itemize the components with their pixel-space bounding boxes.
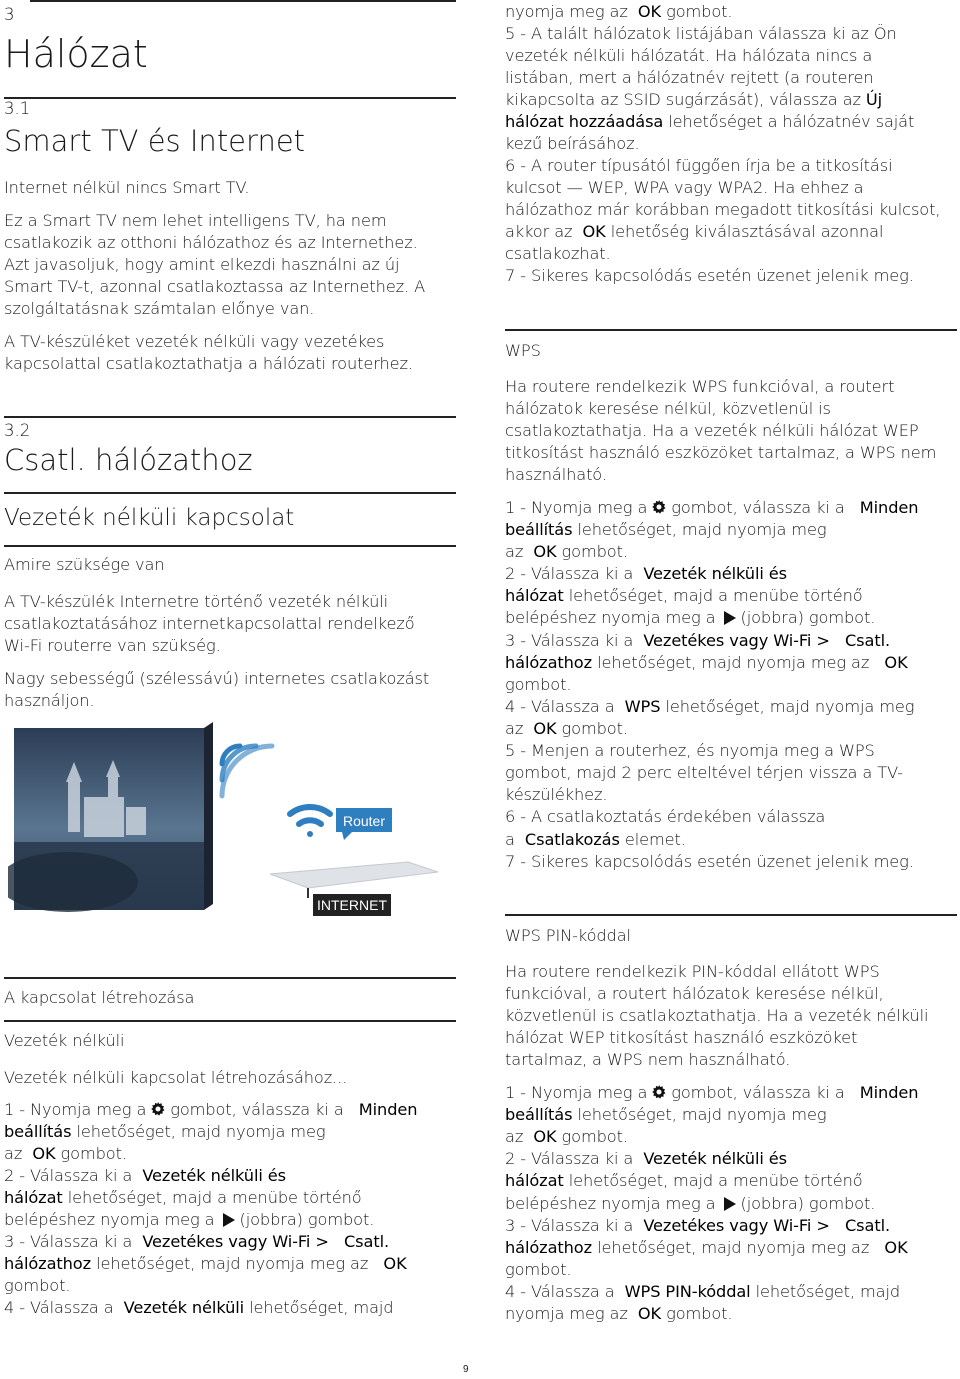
step-line: beállítás lehetőséget, majd nyomja meg: [505, 520, 827, 539]
paragraph-line: használható.: [505, 465, 607, 484]
step-line: a Csatlakozás elemet.: [505, 830, 686, 849]
section-title: Smart TV és Internet: [4, 124, 306, 158]
heading: WPS PIN-kóddal: [505, 926, 631, 945]
paragraph-line: titkosítást használó eszközöket tartalmaz, a WPS nem: [505, 443, 937, 462]
paragraph-line: A TV-készülék Internetre történő vezeték nélküli: [4, 592, 389, 611]
step-line: 1 - Nyomja meg a gombot, válassza ki a Minden: [505, 498, 919, 517]
section-rule: [4, 97, 456, 99]
section-number: 3.2: [4, 421, 31, 440]
chapter-title: Hálózat: [4, 32, 148, 76]
step-line: 4 - Válassza a WPS lehetőséget, majd nyomja meg: [505, 697, 915, 716]
step-line: 2 - Válassza ki a Vezeték nélküli és: [505, 1149, 787, 1168]
router-label: Router: [342, 813, 386, 829]
step-line: az OK gombot.: [505, 542, 628, 561]
paragraph-line: Ez a Smart TV nem lehet intelligens TV, ha nem: [4, 211, 387, 230]
step-line: az OK gombot.: [505, 1127, 628, 1146]
step-line: belépéshez nyomja meg a (jobbra) gombot.: [505, 1194, 876, 1213]
step-line: gombot.: [505, 1260, 572, 1279]
step-line: hálózat lehetőséget, majd a menübe történő: [505, 586, 863, 605]
subsection-title: Vezeték nélküli kapcsolat: [4, 505, 295, 531]
step-line: 6 - A csatlakoztatás érdekében válassza: [505, 807, 826, 826]
internet-label: INTERNET: [317, 897, 387, 913]
settings-gear-icon: [651, 499, 667, 515]
step-line: 7 - Sikeres kapcsolódás esetén üzenet jelenik meg.: [505, 266, 914, 285]
step-line: 3 - Válassza ki a Vezetékes vagy Wi-Fi > Csatl.: [505, 631, 891, 650]
step-line: készülékhez.: [505, 785, 608, 804]
router-device: [270, 862, 438, 888]
paragraph-line: Ha routere rendelkezik WPS funkcióval, a routert: [505, 377, 895, 396]
paragraph-line: csatlakoztatásához internetkapcsolattal rendelkező: [4, 614, 415, 633]
step-line: akkor az OK lehetőség kiválasztásával azonnal: [505, 222, 884, 241]
step-line: 2 - Válassza ki a Vezeték nélküli és: [505, 564, 787, 583]
paragraph: Internet nélkül nincs Smart TV.: [4, 178, 250, 197]
section-number: 3.1: [4, 99, 31, 118]
paragraph-line: használjon.: [4, 691, 95, 710]
section-title: Csatl. hálózathoz: [4, 443, 253, 477]
heading-rule: [4, 545, 456, 547]
step-line: az OK gombot.: [505, 719, 628, 738]
step-line: 4 - Válassza a Vezeték nélküli lehetőséget, majd: [4, 1298, 394, 1317]
paragraph-line: közvetlenül is csatlakoztathatja. Ha a vezeték nélküli: [505, 1006, 929, 1025]
step-line: belépéshez nyomja meg a (jobbra) gombot.: [4, 1210, 375, 1229]
paragraph-line: Azt javasoljuk, hogy amint elkezdi használni az új: [4, 255, 400, 274]
paragraph-line: Nagy sebességű (szélessávú) internetes csatlakozást: [4, 669, 430, 688]
paragraph-line: funkcióval, a routert hálózatok keresése nélkül,: [505, 984, 884, 1003]
step-line: kikapcsolta az SSID sugárzását), válassza az Új: [505, 90, 883, 109]
step-line: hálózathoz lehetőséget, majd nyomja meg az OK: [505, 1238, 908, 1257]
paragraph-line: hálózat WEP titkosítást használó eszközöket: [505, 1028, 858, 1047]
paragraph-line: Ha routere rendelkezik PIN-kóddal ellátott WPS: [505, 962, 880, 981]
right-arrow-icon: [223, 1213, 235, 1227]
step-line: hálózathoz lehetőséget, majd nyomja meg az OK: [4, 1254, 407, 1273]
heading: Amire szüksége van: [4, 555, 165, 574]
step-line: vezeték nélküli hálózatát. Ha hálózata nincs a: [505, 46, 873, 65]
step-line: 1 - Nyomja meg a gombot, válassza ki a Minden: [4, 1100, 418, 1119]
step-line: gombot.: [4, 1276, 71, 1295]
step-line: 5 - Menjen a routerhez, és nyomja meg a WPS: [505, 741, 875, 760]
chapter-rule: [30, 0, 456, 2]
step-line: 3 - Válassza ki a Vezetékes vagy Wi-Fi > Csatl.: [4, 1232, 390, 1251]
step-line: gombot.: [505, 675, 572, 694]
heading-rule: [505, 329, 957, 331]
paragraph-line: hálózatok keresése nélkül, közvetlenül is: [505, 399, 831, 418]
paragraph-line: kapcsolattal csatlakoztathatja a hálózati routerhez.: [4, 354, 413, 373]
settings-gear-icon: [651, 1084, 667, 1100]
step-line: 3 - Válassza ki a Vezetékes vagy Wi-Fi > Csatl.: [505, 1216, 891, 1235]
step-line: 1 - Nyomja meg a gombot, válassza ki a Minden: [505, 1083, 919, 1102]
step-line: 5 - A talált hálózatok listájában válassza ki az Ön: [505, 24, 897, 43]
paragraph-line: Smart TV-t, azonnal csatlakoztassa az Internethez. A: [4, 277, 426, 296]
tv-router-diagram: [8, 722, 452, 922]
step-line: listában, mert a hálózatnév rejtett (a routeren: [505, 68, 874, 87]
heading: WPS: [505, 341, 541, 360]
step-line: az OK gombot.: [4, 1144, 127, 1163]
step-line: 6 - A router típusától függően írja be a titkosítási: [505, 156, 893, 175]
page-number: 9: [463, 1364, 469, 1375]
step-line: 7 - Sikeres kapcsolódás esetén üzenet jelenik meg.: [505, 852, 914, 871]
wifi-signal-icon: [222, 746, 272, 796]
step-line: hálózathoz már korábban megadott titkosítási kulcsot,: [505, 200, 941, 219]
step-line: csatlakozhat.: [505, 244, 611, 263]
step-line: kulcsot — WEP, WPA vagy WPA2. Ha ehhez a: [505, 178, 864, 197]
step-line: gombot, majd 2 perc elteltével térjen vissza a TV-: [505, 763, 903, 782]
heading: A kapcsolat létrehozása: [4, 988, 195, 1007]
chapter-number: 3: [4, 5, 15, 24]
step-line: nyomja meg az OK gombot.: [505, 2, 733, 21]
router-wifi-icon: [290, 807, 330, 837]
step-line: beállítás lehetőséget, majd nyomja meg: [505, 1105, 827, 1124]
paragraph-line: A TV-készüléket vezeték nélküli vagy vezetékes: [4, 332, 385, 351]
step-line: kezű beírásához.: [505, 134, 640, 153]
settings-gear-icon: [150, 1101, 166, 1117]
step-line: belépéshez nyomja meg a (jobbra) gombot.: [505, 608, 876, 627]
section-rule: [4, 416, 456, 418]
paragraph-line: szolgáltatásnak számtalan előnye van.: [4, 299, 315, 318]
step-line: hálózathoz lehetőséget, majd nyomja meg az OK: [505, 653, 908, 672]
step-line: 4 - Válassza a WPS PIN-kóddal lehetőséget, majd: [505, 1282, 901, 1301]
paragraph-line: Wi-Fi routerre van szükség.: [4, 636, 221, 655]
step-line: hálózat lehetőséget, majd a menübe történő: [505, 1171, 863, 1190]
paragraph-line: csatlakozik az otthoni hálózathoz és az Internethez.: [4, 233, 418, 252]
heading-rule: [4, 977, 456, 979]
subsection-rule: [4, 492, 456, 494]
step-line: hálózat hozzáadása lehetőséget a hálózatnév saját: [505, 112, 915, 131]
paragraph: Vezeték nélküli kapcsolat létrehozásához...: [4, 1068, 348, 1087]
heading-rule: [4, 1020, 456, 1022]
network-illustration: [8, 722, 452, 922]
heading-rule: [505, 914, 957, 916]
step-line: beállítás lehetőséget, majd nyomja meg: [4, 1122, 326, 1141]
step-line: hálózat lehetőséget, majd a menübe történő: [4, 1188, 362, 1207]
step-line: nyomja meg az OK gombot.: [505, 1304, 733, 1323]
right-arrow-icon: [724, 1197, 736, 1211]
right-arrow-icon: [724, 611, 736, 625]
paragraph-line: tartalmaz, a WPS nem használható.: [505, 1050, 791, 1069]
paragraph-line: csatlakoztathatja. Ha a vezeték nélküli hálózat WEP: [505, 421, 919, 440]
heading: Vezeték nélküli: [4, 1031, 125, 1050]
step-line: 2 - Válassza ki a Vezeték nélküli és: [4, 1166, 286, 1185]
